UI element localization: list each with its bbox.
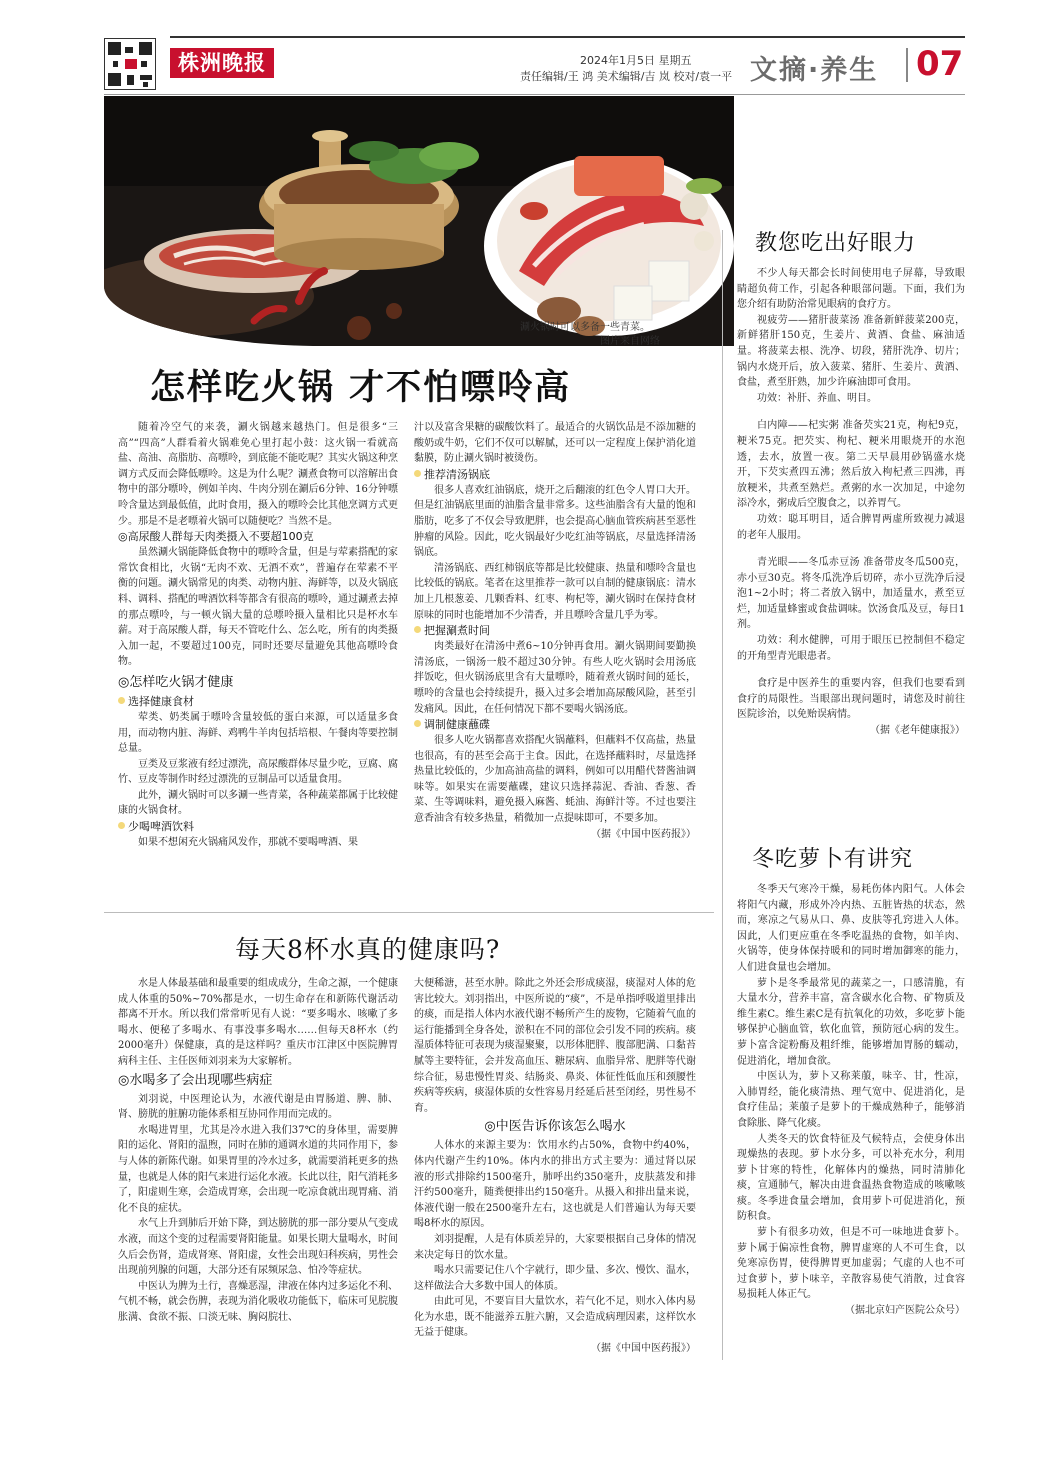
subheading: ◎高尿酸人群每天肉类摄入不要超100克 <box>118 530 314 544</box>
paragraph: 清汤锅底、西红柿锅底等都是比较健康、热量和嘌呤含量也比较低的锅底。笔者在这里推荐一款可以自制的健康锅底：清水加上几根葱姜、几颗香料、红枣、枸杞等，涮火锅时在保持食材原味的同时也能增加不少清香，并且嘌呤含量几乎为零。 <box>414 562 696 621</box>
photo-caption: 涮火锅时可以多备一些青菜。 <box>520 322 650 333</box>
paragraph: 中医认为，萝卜又称莱菔，味辛、甘，性凉，入肺胃经，能化痰清热、理气宽中、促进消化，是食疗佳品；莱菔子是萝卜的干燥成熟种子，能够消食除胀、降气化痰。 <box>737 1071 965 1129</box>
header-bottom-rule <box>104 94 965 95</box>
paragraph: 萝卜是冬季最常见的蔬菜之一，口感清脆，有大量水分，营养丰富，富含碳水化合物、矿物质及维生素C。维生素C是有抗氧化的功效，多吃萝卜能够保护心脑血管，软化血管，预防冠心病的发生。萝卜富含淀粉酶及粗纤维，能够增加胃肠的蠕动，促进消化，增加食欲。 <box>737 977 965 1067</box>
section-name: 文摘·养生 <box>750 55 879 86</box>
paragraph: 水气上升到肺后开始下降，到达膀胱的那一部分要从气变成水液，而这个变的过程需要肾阳能量。如果长期大量喝水，时间久后会伤肾，造成肾寒、肾阳虚，女性会出现妇科疾病，男性会出现前列腺的问题，大部分还有尿频尿急、怕冷等症状。 <box>118 1218 398 1277</box>
paragraph: 不少人每天都会长时间使用电子屏幕，导致眼睛超负荷工作，引起各种眼部问题。下面，我们为您介绍有助防治常见眼病的食疗方。 <box>737 268 965 311</box>
paragraph: 很多人喜欢红油锅底，烧开之后翻滚的红色令人胃口大开。但是红油锅底里面的油脂含量非常多。这些油脂含有大量的饱和脂肪，吃多了不仅会导致肥胖，也会提高心脑血管疾病甚至恶性肿瘤的风险。因此，吃火锅最好少吃红油等锅底，尽量选择清汤锅底。 <box>414 484 696 559</box>
article3-body <box>737 882 965 1319</box>
article4-title: 每天8杯水真的健康吗? <box>235 935 501 964</box>
paragraph: 水是人体最基础和最重要的组成成分，生命之源，一个健康成人体重的50%~70%都是水，一切生命存在和新陈代谢活动都离不开水。所以我们常常听见有人说：“要多喝水、咳嗽了多喝水、便秘了多喝水、有事没事多喝水……但每天8杯水（约2000毫升）保健康，真的是这样吗？重庆市江津区中医院脾胃病科主任、主任医师刘羽来为大家解析。 <box>118 978 398 1067</box>
header-divider <box>906 48 908 82</box>
subheading-text: 推荐清汤锅底 <box>424 467 490 481</box>
bullet-dot-icon <box>414 720 421 727</box>
paragraph: 荤类、奶类属于嘌呤含量较低的蛋白来源，可以适量多食用，而动物内脏、海鲜、鸡鸭牛羊肉包括培根、午餐肉等要控制总量。 <box>118 711 398 755</box>
subheading <box>414 467 696 483</box>
editor-credits: 责任编辑/王 鸿 美术编辑/吉 岚 校对/袁一平 <box>520 70 733 83</box>
section-heading-text: ◎怎样吃火锅才健康 <box>118 674 234 690</box>
source-credit: （据北京妇产医院公众号） <box>845 1305 965 1317</box>
paragraph: 冬季天气寒冷干燥，易耗伤体内阳气。人体会将阳气内藏，形成外冷内热、五脏皆热的状态，然而，寒凉之气易从口、鼻、皮肤等孔窍进入人体。因此，人们更应重在冬季吃温热的食物，如羊肉、火锅等，使身体保持暖和的同时增加御寒的能力，人们进食量也会增加。 <box>737 884 965 973</box>
article2-body <box>737 266 965 739</box>
subheading-text: 选择健康食材 <box>128 694 194 708</box>
subheading-text: 少喝啤酒饮料 <box>128 820 194 834</box>
article1-column2 <box>414 420 696 842</box>
paragraph: 水喝进胃里，尤其是冷水进入我们37℃的身体里，需要脾阳的运化、肾阳的温煦，同时在肺的通调水道的共同作用下，参与人体的新陈代谢。如果胃里的冷水过多，就需要消耗更多的热量，也就是人体的阳气来进行运化水液。长此以往，阳气消耗多了，阳虚则生寒，会造成胃寒，会出现一吃凉食就出现胃痛、消化不良的症状。 <box>118 1124 398 1214</box>
subheading-text: 把握涮煮时间 <box>424 624 490 638</box>
paragraph: 萝卜有很多功效，但是不可一味地进食萝卜。萝卜属于偏凉性食物，脾胃虚寒的人不可生食，以免寒凉伤胃，使得脾胃更加虚弱；气虚的人也不可过食萝卜，萝卜味辛，辛散容易使气消散，过食容易损耗人体正气。 <box>737 1227 965 1301</box>
paragraph: 白内障——杞实粥 准备芡实21克，枸杞9克，粳米75克。把芡实、枸杞、粳米用眼烧开的水泡透，去水，放置一夜。第二天早晨用砂锅盛水烧开，下芡实煮四五沸；然后放入枸杞煮三四沸，再放粳米，共煮至熟烂。煮粥的水一次加足，中途勿添冷水，粥成后空腹食之，以养胃气。 <box>737 420 965 510</box>
paragraph: 视疲劳——猪肝菠菜汤 准备新鲜菠菜200克，新鲜猪肝150克，生姜片、黄酒、食盐、麻油适量。将菠菜去根、洗净、切段，猪肝洗净、切片；锅内水烧开后，放入菠菜、猪肝、生姜片、黄酒、食盐，煮至肝熟，加少许麻油即可食用。 <box>737 314 965 389</box>
photo-credit: 图片来自网络 <box>600 336 660 347</box>
column-divider <box>722 230 723 1360</box>
article4-column1 <box>118 976 398 1325</box>
paragraph: 如果不想闲充火锅痛风发作，那就不要喝啤酒、果 <box>138 837 358 849</box>
paragraph: 此外，涮火锅时可以多涮一些青菜，各种蔬菜都属于比较健康的火锅食材。 <box>118 789 398 817</box>
issue-date: 2024年1月5日 星期五 <box>580 54 692 67</box>
paragraph: 人类冬天的饮食特征及气候特点，会使身体出现燥热的表现。萝卜水分多，可以补充水分，利用萝卜甘寒的特性，化解体内的燥热，同时清肺化痰，宣通肺气，解决由进食温热食物造成的咳嗽咳痰。冬季进食量会增加，食用萝卜可促进消化，预防积食。 <box>737 1133 965 1223</box>
paragraph: 食疗是中医养生的重要内容，但我们也要看到食疗的局限性。当眼部出现问题时，请您及时前往医院诊治，以免贻误病情。 <box>737 678 965 721</box>
subheading <box>118 694 398 710</box>
header-top-rule <box>170 36 965 38</box>
bullet-dot-icon <box>118 697 125 704</box>
paragraph: 汁以及富含果糖的碳酸饮料了。最适合的火锅饮品是不添加糖的酸奶或牛奶，它们不仅可以解腻，还可以一定程度上保护消化道黏膜，防止涮火锅时被烫伤。 <box>414 422 696 465</box>
paragraph: 豆类及豆浆液有经过漂洗，高尿酸群体尽量少吃，豆腐、腐竹、豆皮等制作时经过漂洗的豆制品可以适量食用。 <box>118 758 398 786</box>
bullet-dot-icon <box>414 626 421 633</box>
subheading <box>414 623 696 639</box>
paragraph: 刘羽提醒，人是有体质差异的，大家要根据自己身体的情况来决定每日的饮水量。 <box>414 1233 696 1261</box>
article4-column2 <box>414 976 696 1357</box>
subheading-text: 调制健康蘸碟 <box>424 718 490 732</box>
hotpot-photo <box>104 96 734 346</box>
article1-column1 <box>118 420 398 851</box>
paragraph: 随着冷空气的来袭，涮火锅越来越热门。但是很多“三高”“四高”人群看着火锅难免心里打起小鼓：这火锅一看就高盐、高油、高脂肪、高嘌呤，到底能不能吃呢？其实火锅这种烹调方式反而会降低嘌呤。这是为什么呢？涮煮食物可以溶解出食物中的部分嘌呤，例如羊肉、牛肉分别在涮后6分钟、16分钟嘌呤含量达到最低值，此时食用，摄入的嘌呤会比其他烹调方式更少。那是不是老嘌着火锅可以随便吃？当然不是。 <box>118 422 398 527</box>
paragraph: 喝水只需要记住八个字就行，即少量、多次、慢饮、温水，这样做法合大多数中国人的体质。 <box>414 1265 696 1292</box>
section-heading <box>118 672 398 694</box>
page-number: 07 <box>916 44 964 84</box>
paragraph: 很多人吃火锅都喜欢搭配火锅蘸料，但蘸料不仅高盐，热量也很高，有的甚至会高于主食。因此，在选择蘸料时，尽量选择热量比较低的，少加高油高盐的调料，例如可以用醋代替酱油调味等。如果实在需要蘸碟，建议只选择蒜泥、香油、香葱、香菜、生等调味料，避免摄入麻酱、蚝油、海鲜汁等。不过也要注意香油含有较多热量，稍微加一点提味即可，不要多加。 <box>414 735 696 825</box>
source-credit: （据《中国中医药报》） <box>591 1343 696 1355</box>
article3-title: 冬吃萝卜有讲究 <box>752 847 914 872</box>
qr-code <box>104 38 156 90</box>
subheading <box>414 717 696 733</box>
article-divider <box>104 912 714 913</box>
source-credit: （据《老年健康报》） <box>870 725 965 737</box>
paragraph: 中医认为脾为土行，喜燥恶湿，津液在体内过多运化不利、气机不畅，就会伤脾，表现为消化吸收功能低下，临床可见脘腹胀满、食欲不振、口淡无味、胸闷脘壮、 <box>118 1280 398 1323</box>
effect-line: 功效：利水健脾，可用于眼压已控制但不稳定的开角型青光眼患者。 <box>737 635 965 662</box>
paragraph: 虽然涮火锅能降低食物中的嘌呤含量，但是与荤素搭配的家常饮食相比，火锅“无肉不欢、无酒不欢”，普遍存在荤素不平衡的问题。涮火锅常见的肉类、动物内脏、海鲜等，以及火锅底料、调料、搭配的啤酒饮料等都含有很高的嘌呤，通过涮煮去掉的那点嘌呤，与一顿火锅大量的总嘌呤摄入量相比只是杯水车薪。对于高尿酸人群，每天不管吃什么、怎么吃，所有的肉类摄入加一起，不要超过100克，同时还要尽量避免其他高嘌呤食物。 <box>118 547 398 668</box>
bullet-dot-icon <box>414 470 421 477</box>
paragraph: 肉类最好在清汤中煮6~10分钟再食用。涮火锅期间要勤换清汤底，一锅汤一般不超过30分钟。有些人吃火锅时会用汤底拌饭吃，但火锅汤底里含有大量嘌呤，随着煮火锅时间的延长，嘌呤的含量也会持续提升，摄入过多会增加高尿酸风险，甚至引发痛风。因此，在任何情况下都不要喝火锅汤底。 <box>414 641 696 715</box>
paragraph: 由此可见，不要盲目大量饮水，若气化不足，则水入体内易化为水患，既不能滋养五脏六腑，又会造成病理因素，这样饮水无益于健康。 <box>414 1296 696 1339</box>
newspaper-logo: 株洲晚报 <box>170 48 274 78</box>
subheading <box>118 819 398 835</box>
paragraph: 青光眼——冬瓜赤豆汤 准备带皮冬瓜500克，赤小豆30克。将冬瓜洗净后切碎，赤小豆洗净后浸泡1~2小时；将二者放入锅中，加适量水，煮至豆烂，加适量蜂蜜或食盐调味。饮汤食瓜及豆，每日1剂。 <box>737 557 965 631</box>
effect-line: 功效：补肝、养血、明目。 <box>757 392 877 404</box>
section-heading: ◎中医告诉你该怎么喝水 <box>484 1119 626 1135</box>
source-credit: （据《中国中医药报》） <box>591 828 696 840</box>
bullet-dot-icon <box>118 822 125 829</box>
section-heading: ◎水喝多了会出现哪些病症 <box>118 1072 273 1088</box>
article2-title: 教您吃出好眼力 <box>755 231 917 256</box>
paragraph: 大便稀溏，甚至水肿。除此之外还会形成痰湿，痰湿对人体的危害比较大。刘羽指出，中医所说的“痰”，不是单指呼吸道里排出的痰，而是指人体内水液代谢不畅所产生的废物，它随着气血的运行能播到全身各处，淤积在不同的部位会引发不同的疾病。痰湿质体特征可表现为痰湿聚聚，以形体肥胖、腹部肥满、口黏苔腻等主要特征，会并发高血压、糖尿病、血脂异常、肥胖等代谢综合征，易患慢性胃炎、结肠炎、鼻炎、体征性低血压和颈腰性疾病等疾病，痰湿体质的女性容易月经延后甚至闭经，男性易不育。 <box>414 978 696 1114</box>
paragraph: 人体水的来源主要为：饮用水约占50%，食物中约40%，体内代谢产生约10%。体内水的排出方式主要为：通过肾以尿液的形式排除约1500毫升，肺呼出约350毫升，皮肤蒸发和排汗约500毫升，随粪便排出约150毫升。从摄入和排出量来说，体液代谢一般在2500毫升左右，这也就是人们普遍认为每天要喝8杯水的原因。 <box>414 1140 696 1230</box>
effect-line: 功效：聪耳明目，适合脾胃两虚所致视力减退的老年人服用。 <box>737 513 965 541</box>
paragraph: 刘羽说，中医理论认为，水液代谢是由胃肠道、脾、肺、肾、膀胱的脏腑功能体系相互协同作用而完成的。 <box>118 1093 398 1121</box>
article1-title: 怎样吃火锅 才不怕嘌呤高 <box>150 368 572 408</box>
